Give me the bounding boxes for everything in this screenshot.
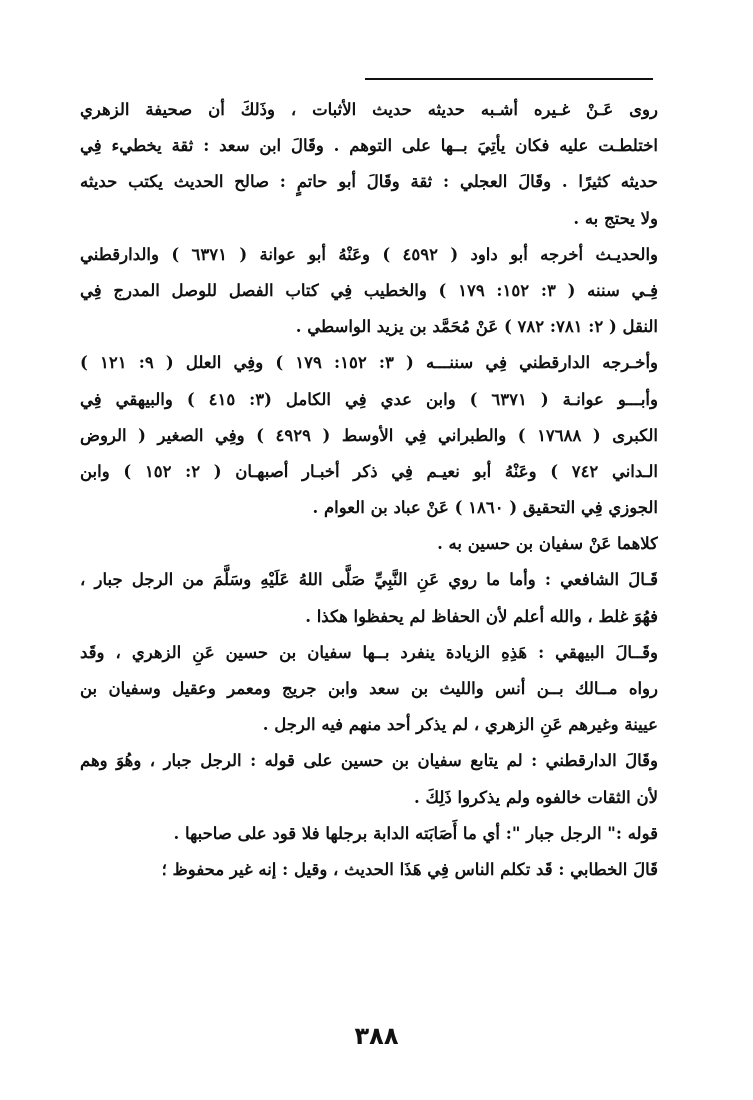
- text-line: اختلطـت عليه فكان يأتِيَ بــها على التوهم . وقَالَ ابن سعد : ثقة يخطيء فِي: [80, 136, 658, 156]
- text-line: قَـالَ الشافعي : وأما ما روي عَنِ النَّبِيِّ صَلَّى اللهُ عَلَيْهِ وسَلَّمَ من الرجل جبار ،: [80, 570, 658, 590]
- text-line: النقل ( ٢: ٧٨١: ٧٨٢ ) عَنْ مُحَمَّد بن يزيد الواسطي .: [295, 317, 658, 337]
- text-line: لأن الثقات خالفوه ولم يذكروا ذَلِكَ .: [413, 787, 658, 807]
- text-line: عيينة وغيرهم عَنِ الزهري ، لم يذكر أحد منهم فيه الرجل .: [262, 715, 658, 735]
- text-line: الـداني ٧٤٢ ) وعَنْهُ أبو نعيـم فِي ذكر أخبـار أصبهـان ( ٢: ١٥٢ ) وابن: [80, 461, 658, 481]
- header-rule: [365, 78, 653, 80]
- text-line: رواه مــالك بــن أنس والليث بن سعد وابن جريج ومعمر وعقيل وسفيان بن: [80, 679, 658, 698]
- text-line: فِـي سننه ( ٣: ١٥٢: ١٧٩ ) والخطيب فِي كتاب الفصل للوصل المدرج فِي: [80, 280, 658, 300]
- text-line: وقَــالَ البيهقي : هَذِهِ الزيادة ينفرد بــها سفيان بن حسين عَنِ الزهري ، وقَد: [80, 642, 658, 662]
- text-line: والحديـث أخرجه أبو داود ( ٤٥٩٢ ) وعَنْهُ أبو عوانة ( ٦٣٧١ ) والدارقطني: [80, 244, 658, 264]
- text-line: قوله :" الرجل جبار ": أي ما أَصَابَته الدابة برجلها فلا قود على صاحبها .: [173, 823, 658, 843]
- text-line: ولا يحتج به .: [573, 208, 658, 228]
- text-line: كلاهما عَنْ سفيان بن حسين به .: [437, 534, 658, 554]
- text-line: الجوزي فِي التحقيق ( ١٨٦٠ ) عَنْ عباد بن العوام .: [312, 498, 658, 518]
- text-line: روى عَـنْ غـيره أشـبه حديثه حديث الأثبات ، وذَلكَ أن صحيفة الزهري: [80, 100, 658, 119]
- page-number: ٣٨٨: [354, 1022, 399, 1050]
- text-line: قَالَ الخطابي : قَد تكلم الناس فِي هَذَا الحديث ، وقيل : إنه غير محفوظ ؛: [161, 859, 658, 879]
- text-line: فهُوَ غلط ، والله أعلم لأن الحفاظ لم يحفظوا هكذا .: [305, 606, 658, 626]
- text-line: الكبرى ( ١٧٦٨٨ ) والطبراني فِي الأوسط ( ٤٩٢٩ ) وفِي الصغير ( الروض: [80, 425, 658, 445]
- text-line: وأبـــو عوانـة ( ٦٣٧١ ) وابن عدي فِي الكامل (٣: ٤١٥ ) والبيهقي فِي: [80, 389, 658, 409]
- text-line: وأخـرجه الدارقطني فِي سننـــه ( ٣: ١٥٢: ١٧٩ ) وفِي العلل ( ٩: ١٢١ ): [80, 353, 658, 373]
- body-text: [80, 92, 658, 888]
- text-line: حديثه كثيرًا . وقَالَ العجلي : ثقة وقَالَ أبو حاتمٍ : صالح الحديث يكتب حديثه: [80, 172, 658, 192]
- text-line: وقَالَ الدارقطني : لم يتابع سفيان بن حسين على قوله : الرجل جبار ، وهُوَ وهم: [80, 751, 658, 771]
